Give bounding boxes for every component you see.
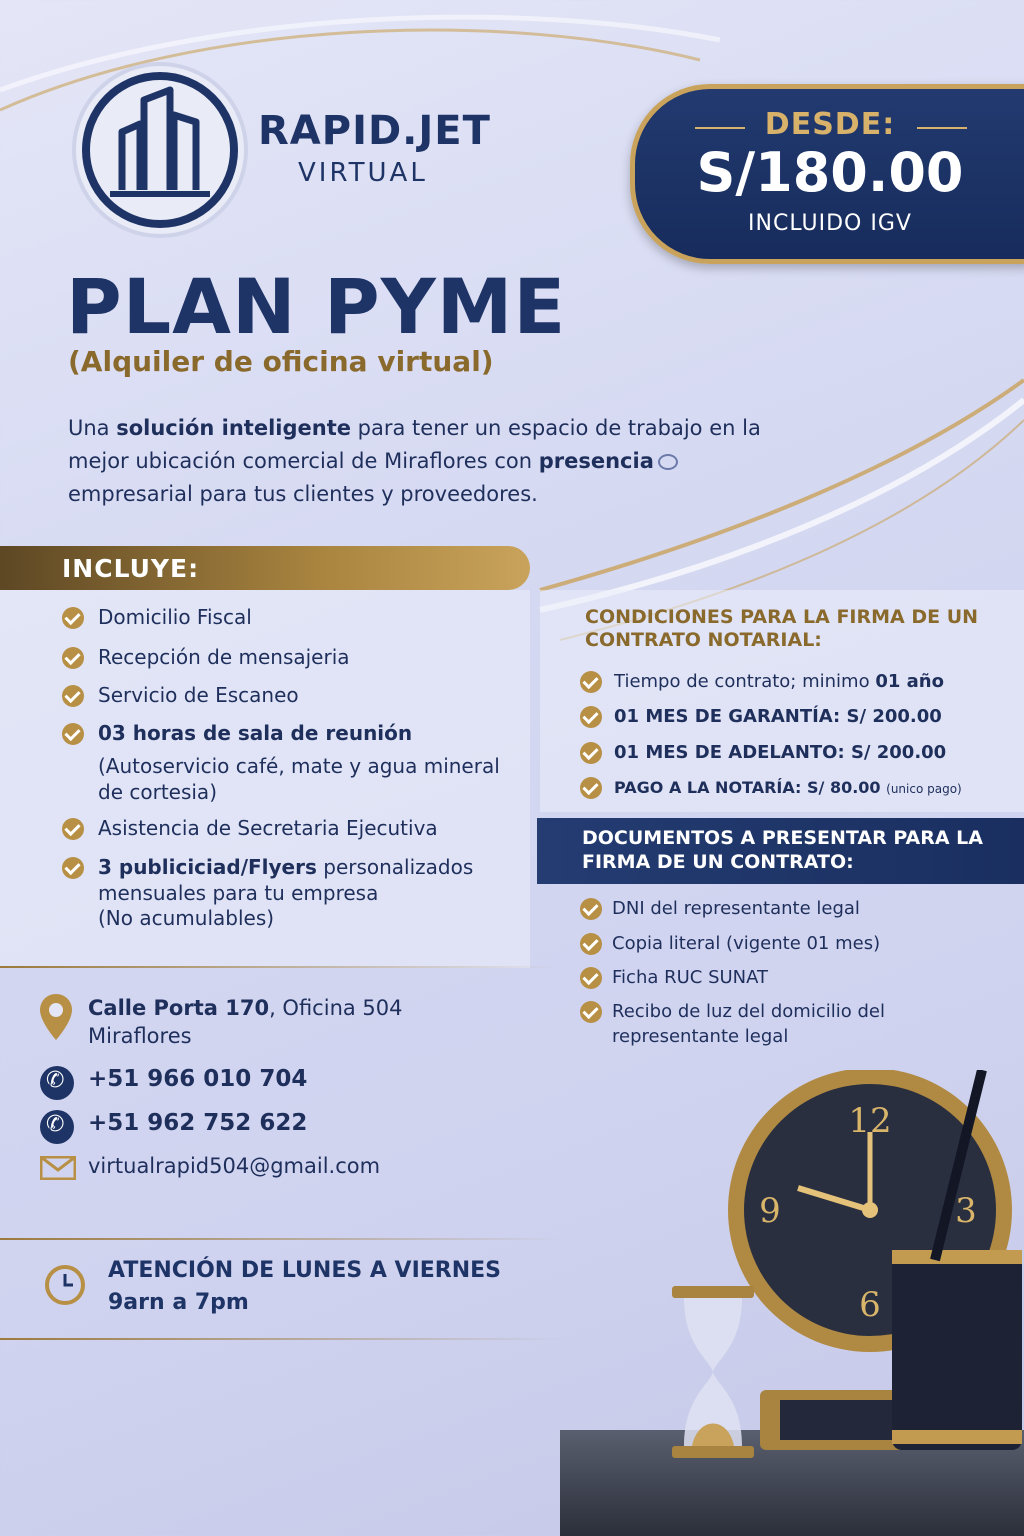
building-logo-icon: [70, 60, 250, 240]
phone-number[interactable]: +51 962 752 622: [88, 1110, 308, 1136]
condition-value: 01 año: [875, 671, 944, 692]
document-item: DNI del representante legal: [612, 898, 860, 919]
address-district: Miraflores: [88, 1024, 192, 1048]
condition-item: [614, 776, 962, 801]
condition-note: (unico pago): [886, 782, 962, 796]
condition-label: Tiempo de contrato; minimo: [614, 671, 876, 692]
condition-item: [614, 741, 946, 764]
check-icon: [62, 685, 84, 707]
address-office: , Oficina 504: [269, 996, 403, 1020]
condition-label: 01 MES DE ADELANTO:: [614, 742, 851, 763]
condition-value: S/ 200.00: [850, 742, 947, 763]
document-item: Ficha RUC SUNAT: [612, 967, 769, 988]
location-pin-icon: [38, 992, 74, 1042]
condition-value: S/ 200.00: [846, 706, 942, 727]
check-icon: [580, 933, 602, 955]
list-item: (Autoservicio café, mate y agua mineral: [98, 754, 500, 778]
intro-bold: presencia: [538, 449, 654, 473]
list-item: Asistencia de Secretaria Ejecutiva: [98, 816, 438, 840]
check-icon: [580, 671, 602, 693]
list-item: Domicilio Fiscal: [98, 605, 252, 629]
email-link[interactable]: virtualrapid504@gmail.com: [88, 1154, 381, 1178]
intro-text: Una: [68, 416, 117, 440]
clock-numeral: 12: [848, 1101, 892, 1141]
document-item: Copia literal (vigente 01 mes): [612, 933, 881, 954]
check-icon: [62, 723, 84, 745]
address: [88, 996, 403, 1020]
list-item: [98, 855, 473, 880]
phone-icon: [40, 1110, 74, 1144]
brand-subtitle: VIRTUAL: [298, 158, 428, 188]
check-icon: [580, 777, 602, 799]
price-value: S/180.00: [696, 141, 964, 204]
list-item: 03 horas de sala de reunión: [98, 721, 413, 745]
list-item-text: personalizados: [316, 855, 474, 879]
clock-numeral: 6: [859, 1285, 881, 1325]
divider: [0, 1238, 560, 1240]
clock-numeral: 9: [759, 1191, 781, 1231]
conditions-title: CONDICIONES PARA LA FIRMA DE UN CONTRATO NOTARIAL:: [585, 606, 979, 651]
condition-label: 01 MES DE GARANTÍA:: [614, 706, 847, 727]
check-icon: [62, 857, 84, 879]
brand-name: RAPID.JET: [258, 108, 491, 154]
includes-header-label: INCLUYE:: [62, 554, 200, 583]
check-icon: [580, 742, 602, 764]
intro-text: para tener un espacio de trabajo en la mejor ubicación comercial de Miraflores con: [68, 416, 761, 473]
intro-bold: solución inteligente: [116, 416, 351, 440]
intro-text: empresarial para tus clientes y proveedores.: [68, 482, 538, 506]
phone-icon: [40, 1066, 74, 1100]
check-icon: [62, 647, 84, 669]
clock-icon: [44, 1264, 86, 1306]
divider: [0, 1338, 560, 1340]
page-title: PLAN PYME: [66, 262, 567, 351]
document-item: representante legal: [612, 1026, 789, 1047]
mail-icon: [40, 1156, 76, 1180]
divider: [0, 966, 560, 968]
check-icon: [580, 1001, 602, 1023]
price-badge: [630, 84, 1024, 264]
price-label: DESDE:: [764, 107, 896, 142]
hourglass-illustration: [668, 1286, 758, 1458]
check-icon: [580, 898, 602, 920]
hours-time: 9arn a 7pm: [108, 1290, 249, 1315]
clock-numeral: 3: [955, 1191, 977, 1231]
price-note: INCLUIDO IGV: [748, 211, 912, 236]
hours-title: ATENCIÓN DE LUNES A VIERNES: [108, 1258, 502, 1283]
condition-label: PAGO A LA NOTARÍA:: [614, 778, 808, 797]
list-item: de cortesia): [98, 780, 217, 804]
eye-icon: [658, 454, 678, 470]
page-subtitle: (Alquiler de oficina virtual): [68, 345, 494, 378]
condition-item: [614, 670, 944, 693]
intro-paragraph: [68, 412, 788, 511]
desk-clock-illustration: [720, 1070, 1024, 1470]
list-item: mensuales para tu empresa: [98, 881, 379, 905]
check-icon: [580, 967, 602, 989]
condition-item: [614, 705, 942, 728]
list-item: (No acumulables): [98, 906, 275, 930]
includes-header: [0, 546, 530, 590]
list-item: Servicio de Escaneo: [98, 683, 299, 707]
address-street: Calle Porta 170: [88, 996, 270, 1020]
check-icon: [62, 607, 84, 629]
condition-value: S/ 80.00: [807, 778, 881, 797]
check-icon: [580, 706, 602, 728]
list-item: Recepción de mensajeria: [98, 645, 350, 669]
document-item: Recibo de luz del domicilio del: [612, 1001, 885, 1022]
list-item-bold: 3 publiciciad/Flyers: [98, 855, 317, 879]
documents-title: DOCUMENTOS A PRESENTAR PARA LA FIRMA DE UN CONTRATO:: [582, 827, 983, 873]
check-icon: [62, 818, 84, 840]
phone-number[interactable]: +51 966 010 704: [88, 1066, 308, 1092]
